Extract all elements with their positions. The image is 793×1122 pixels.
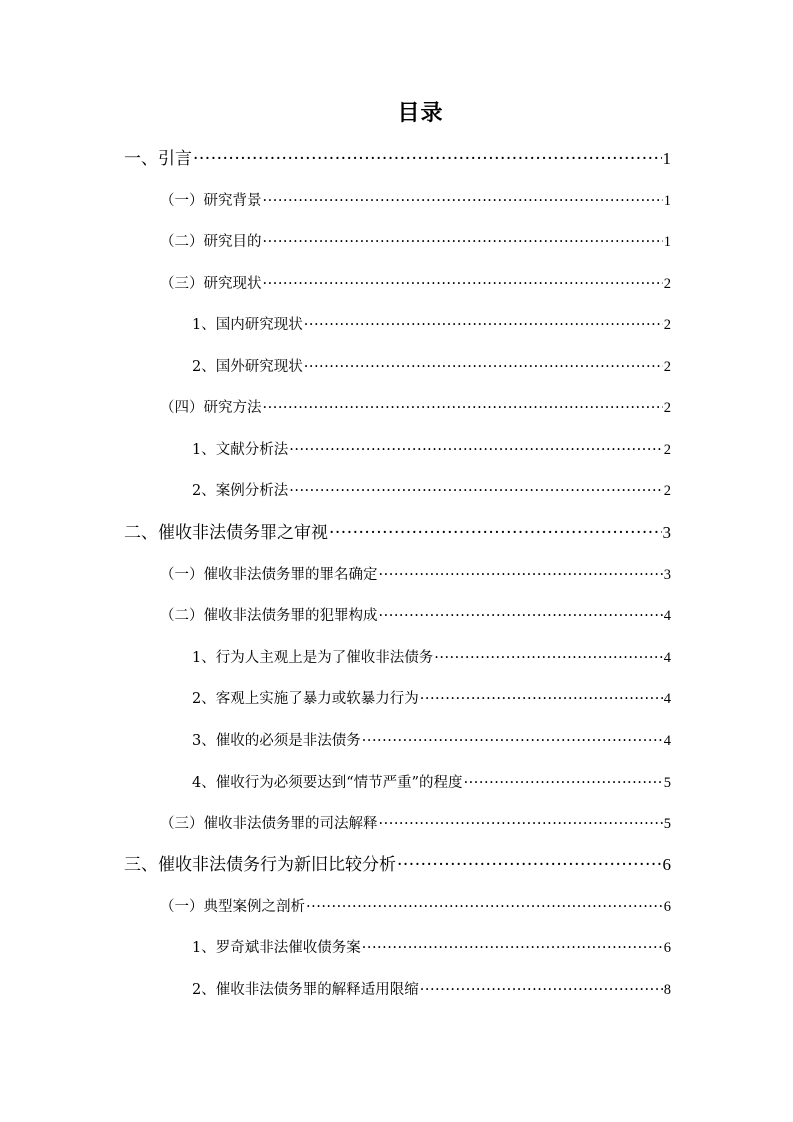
- toc-entry-text: 1、罗奇斌非法催收债务案: [192, 940, 361, 956]
- toc-entry[interactable]: [192, 977, 671, 1003]
- toc-entry-text: 一、引言: [124, 149, 192, 169]
- toc-dot-leader: [289, 478, 663, 504]
- toc-entry-text: （一）催收非法债务罪的罪名确定: [160, 567, 378, 583]
- toc-entry[interactable]: [160, 229, 671, 255]
- toc-entry-text: （二）研究目的: [160, 234, 262, 250]
- toc-dot-leader: [362, 935, 663, 961]
- toc-entry-text: 2、客观上实施了暴力或软暴力行为: [192, 691, 419, 707]
- toc-entry-text: 2、催收非法债务罪的解释适用限缩: [192, 982, 419, 998]
- toc-page-number: 1: [662, 149, 671, 168]
- toc-entry-text: （二）催收非法债务罪的犯罪构成: [160, 608, 378, 624]
- toc-dot-leader: [397, 852, 662, 878]
- toc-page-number: 6: [663, 940, 671, 956]
- toc-page-number: 2: [663, 276, 671, 292]
- toc-dot-leader: [304, 312, 663, 338]
- toc-entry[interactable]: [192, 354, 671, 380]
- toc-entry-text: （一）典型案例之剖析: [160, 899, 305, 915]
- toc-page-number: 6: [662, 855, 671, 874]
- toc-entry-text: 三、催收非法债务行为新旧比较分析: [124, 855, 396, 875]
- toc-entry-text: 3、催收的必须是非法债务: [192, 733, 361, 749]
- toc-entry-text: （三）催收非法债务罪的司法解释: [160, 816, 378, 832]
- toc-dot-leader: [304, 354, 663, 380]
- toc-entry[interactable]: [124, 852, 671, 878]
- toc-page-number: 3: [663, 567, 671, 583]
- toc-entry[interactable]: [160, 271, 671, 297]
- toc-entry[interactable]: [192, 686, 671, 712]
- toc-dot-leader: [379, 811, 663, 837]
- toc-entry-text: 1、行为人主观上是为了催收非法债务: [192, 650, 434, 666]
- toc-entry[interactable]: [160, 603, 671, 629]
- toc-dot-leader: [306, 894, 663, 920]
- toc-page-number: 2: [663, 400, 671, 416]
- toc-entry[interactable]: [160, 811, 671, 837]
- toc-title: 目录: [397, 101, 444, 126]
- toc-dot-leader: [263, 229, 663, 255]
- toc-entry-text: （三）研究现状: [160, 276, 262, 292]
- toc-page-number: 4: [663, 608, 671, 624]
- toc-dot-leader: [289, 437, 663, 463]
- toc-dot-leader: [263, 271, 663, 297]
- toc-entry[interactable]: [192, 437, 671, 463]
- toc-page-number: 2: [663, 483, 671, 499]
- toc-page-number: 1: [663, 193, 671, 209]
- toc-entry-text: 1、文献分析法: [192, 442, 289, 458]
- toc-entry-text: 4、催收行为必须要达到“情节严重”的程度: [192, 775, 463, 791]
- toc-entry[interactable]: [124, 520, 671, 546]
- toc-page-number: 5: [663, 775, 671, 791]
- toc-dot-leader: [329, 520, 662, 546]
- toc-entry-text: 2、案例分析法: [192, 483, 289, 499]
- toc-dot-leader: [379, 562, 663, 588]
- toc-entry[interactable]: [192, 478, 671, 504]
- toc-dot-leader: [434, 645, 663, 671]
- toc-entry[interactable]: [192, 935, 671, 961]
- toc-entry-text: （四）研究方法: [160, 400, 262, 416]
- toc-entry[interactable]: [192, 728, 671, 754]
- toc-dot-leader: [420, 686, 663, 712]
- toc-dot-leader: [464, 770, 663, 796]
- toc-entry[interactable]: [160, 894, 671, 920]
- toc-page-number: 1: [663, 234, 671, 250]
- toc-dot-leader: [193, 146, 662, 172]
- toc-entry-text: 1、国内研究现状: [192, 317, 303, 333]
- toc-page-number: 8: [663, 982, 671, 998]
- toc-page-number: 3: [662, 523, 671, 542]
- toc-page-number: 2: [663, 442, 671, 458]
- toc-entry-text: （一）研究背景: [160, 193, 262, 209]
- toc-dot-leader: [263, 188, 663, 214]
- toc-entry-text: 二、催收非法债务罪之审视: [124, 523, 328, 543]
- toc-dot-leader: [420, 977, 663, 1003]
- toc-page-number: 4: [663, 691, 671, 707]
- toc-entry[interactable]: [124, 146, 671, 172]
- toc-page-number: 2: [663, 359, 671, 375]
- toc-page-number: 5: [663, 816, 671, 832]
- toc-dot-leader: [379, 603, 663, 629]
- toc-entry[interactable]: [160, 395, 671, 421]
- toc-entry[interactable]: [192, 645, 671, 671]
- toc-entry[interactable]: [192, 770, 671, 796]
- toc-entry[interactable]: [160, 562, 671, 588]
- toc-page-number: 4: [663, 733, 671, 749]
- toc-dot-leader: [263, 395, 663, 421]
- toc-entry[interactable]: [160, 188, 671, 214]
- toc-entry[interactable]: [192, 312, 671, 338]
- toc-page-number: 2: [663, 317, 671, 333]
- toc-entry-text: 2、国外研究现状: [192, 359, 303, 375]
- toc-dot-leader: [362, 728, 663, 754]
- toc-page-number: 4: [663, 650, 671, 666]
- toc-page-number: 6: [663, 899, 671, 915]
